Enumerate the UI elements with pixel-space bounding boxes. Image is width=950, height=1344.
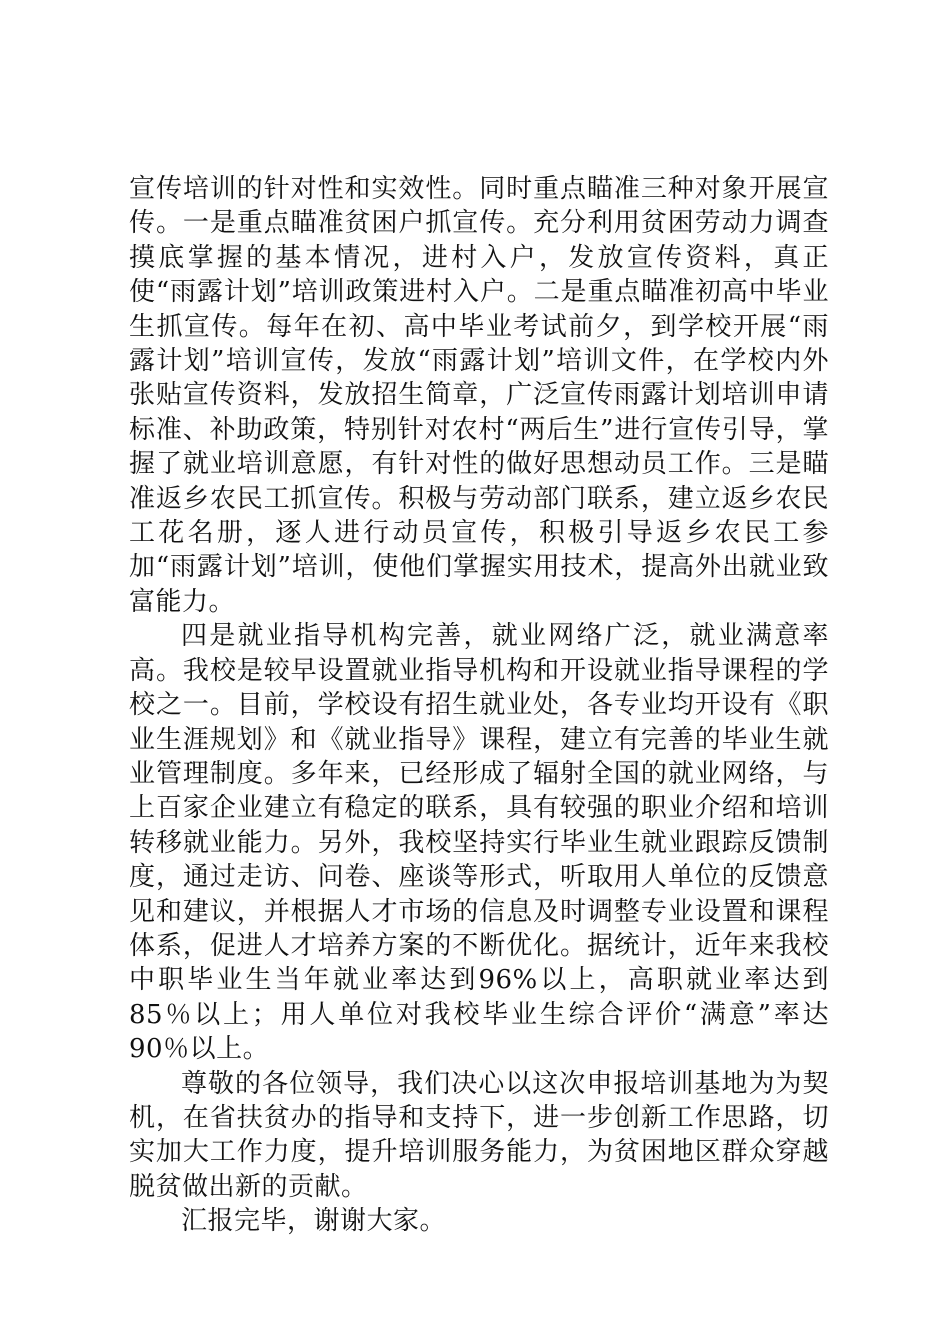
paragraph-report-end: 汇报完毕，谢谢大家。 — [181, 1206, 447, 1237]
paragraph-publicity-targets: 宣传培训的针对性和实效性。同时重点瞄准三种对象开展宣传。一是重点瞄准贫困户抓宣传。充分利用贫困劳动力调查摸底掌握的基本情况，进村入户，发放宣传资料，真正使“雨露计划”培训政策进村入户。二是重点瞄准初高中毕业生抓宣传。每年在初、高中毕业考试前夕，到学校开展“雨露计划”培训宣传，发放“雨露计划”培训文件，在学校内外张贴宣传资料，发放招生简章，广泛宣传雨露计划培训申请标准、补助政策，特别针对农村“两后生”进行宣传引导，掌握了就业培训意愿，有针对性的做好思想动员工作。三是瞄准返乡农民工抓宣传。积极与劳动部门联系，建立返乡农民工花名册，逐人进行动员宣传，积极引导返乡农民工参加“雨露计划”培训，使他们掌握实用技术，提高外出就业致富能力。 — [129, 174, 829, 617]
paragraph-employment-guidance: 四是就业指导机构完善，就业网络广泛，就业满意率高。我校是较早设置就业指导机构和开设就业指导课程的学校之一。目前，学校设有招生就业处，各专业均开设有《职业生涯规划》和《就业指导》课程，建立有完善的毕业生就业管理制度。多年来，已经形成了辐射全国的就业网络，与上百家企业建立有稳定的联系，具有较强的职业介绍和培训转移就业能力。另外，我校坚持实行毕业生就业跟踪反馈制度，通过走访、问卷、座谈等形式，听取用人单位的反馈意见和建议，并根据人才市场的信息及时调整专业设置和课程体系，促进人才培养方案的不断优化。据统计，近年来我校中职毕业生当年就业率达到96%以上，高职就业率达到85％以上；用人单位对我校毕业生综合评价“满意”率达 90％以上。 — [129, 621, 829, 1065]
paragraph-closing-commitment: 尊敬的各位领导，我们决心以这次申报培训基地为为契机，在省扶贫办的指导和支持下，进一步创新工作思路，切实加大工作力度，提升培训服务能力，为贫困地区群众穿越脱贫做出新的贡献。 — [129, 1068, 829, 1202]
document-body — [129, 172, 829, 1239]
